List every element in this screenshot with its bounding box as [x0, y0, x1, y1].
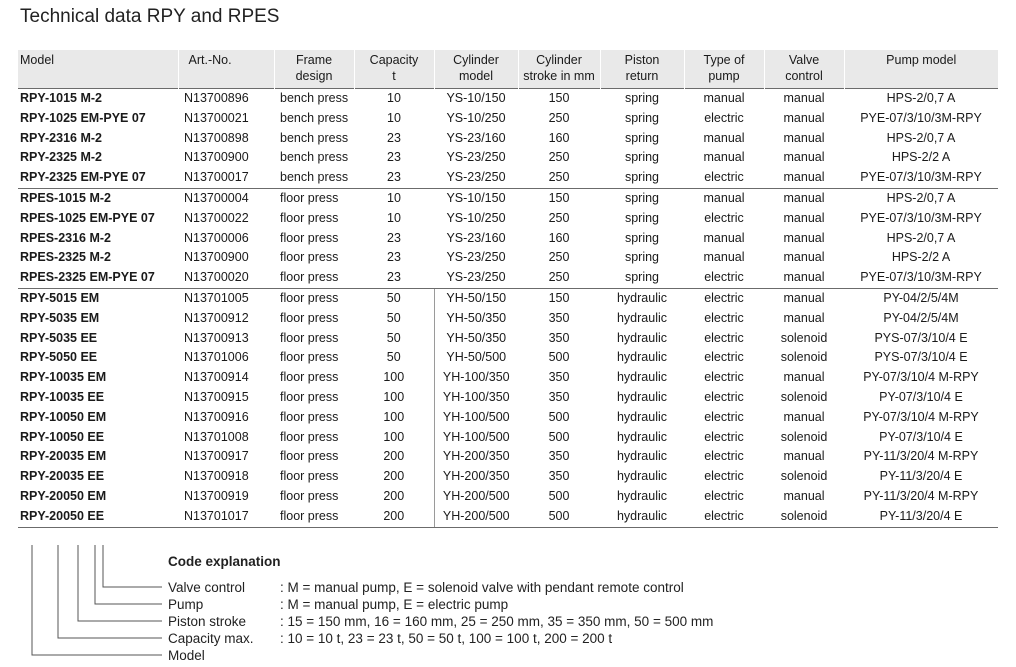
- cell-cylinder-stroke: 160: [548, 130, 570, 145]
- cell-pump-type: manual: [703, 150, 745, 165]
- cell-cylinder-stroke: 350: [548, 389, 570, 404]
- cell-frame-design: floor press: [280, 330, 339, 345]
- cell-frame-design: floor press: [274, 288, 354, 308]
- connector-pump: [95, 545, 162, 604]
- cell-frame-design: floor press: [280, 449, 339, 464]
- cell-cylinder-model: YH-200/350: [434, 467, 518, 487]
- cell-frame-design: floor press: [280, 270, 339, 285]
- cell-piston-return: hydraulic: [616, 429, 668, 444]
- cell-pump-model: PY-04/2/5/4M: [883, 310, 959, 325]
- cell-valve-control: manual: [783, 370, 825, 385]
- table-body: [18, 89, 998, 528]
- cell-frame-design: floor press: [280, 350, 339, 365]
- column-header: Capacity t: [354, 50, 434, 89]
- column-header: Pump model: [844, 50, 998, 89]
- table-row: [18, 467, 998, 487]
- cell-cylinder-model: YS-10/150: [434, 89, 518, 109]
- column-header: Cylinder model: [434, 50, 518, 89]
- cell-piston-return: hydraulic: [616, 350, 668, 365]
- cell-capacity: 10: [354, 89, 434, 109]
- cell-cylinder-model: YS-23/250: [446, 250, 506, 265]
- cell-valve-control: manual: [783, 230, 825, 245]
- cell-piston-return: hydraulic: [616, 389, 668, 404]
- cell-cylinder-model: YS-10/250: [446, 210, 506, 225]
- cell-pump-model: PY-11/3/20/4 E: [879, 469, 963, 484]
- cell-valve-control: manual: [764, 288, 844, 308]
- connector-capacity: [58, 545, 162, 638]
- cell-model: RPES-1015 M-2: [18, 188, 178, 208]
- cell-art-no: N13700004: [178, 188, 274, 208]
- cell-pump-model: HPS-2/2 A: [891, 150, 951, 165]
- cell-piston-return: hydraulic: [616, 469, 668, 484]
- cell-piston-return: hydraulic: [616, 310, 668, 325]
- cell-cylinder-stroke: 250: [548, 270, 570, 285]
- cell-pump-type: electric: [704, 310, 744, 325]
- cell-pump-model: PY-11/3/20/4 E: [844, 507, 998, 527]
- cell-model: RPY-2325 EM-PYE 07: [20, 170, 146, 185]
- cell-pump-model: PY-11/3/20/4 M-RPY: [863, 449, 979, 464]
- cell-art-no: N13700896: [178, 89, 274, 109]
- cell-cylinder-stroke: 150: [518, 188, 600, 208]
- cell-cylinder-model: YH-50/350: [434, 329, 518, 349]
- cell-pump-type: manual: [703, 230, 745, 245]
- cell-frame-design: floor press: [274, 188, 354, 208]
- cell-capacity: 200: [383, 469, 405, 484]
- cell-frame-design: floor press: [274, 507, 354, 527]
- cell-valve-control: manual: [783, 449, 825, 464]
- cell-capacity: 10: [387, 210, 401, 225]
- cell-pump-model: PYE-07/3/10/3M-RPY: [860, 170, 982, 185]
- cell-frame-design: floor press: [280, 230, 339, 245]
- cell-cylinder-stroke: 500: [548, 409, 570, 424]
- cell-frame-design: floor press: [280, 250, 339, 265]
- cell-cylinder-model: YS-23/250: [446, 170, 506, 185]
- table-row: [18, 408, 998, 428]
- cell-piston-return: spring: [624, 130, 660, 145]
- cell-model: RPY-20035 EM: [20, 449, 107, 464]
- cell-cylinder-model: YH-100/500: [434, 428, 518, 448]
- cell-piston-return: hydraulic: [600, 288, 684, 308]
- cell-model: RPY-20035 EE: [20, 469, 105, 484]
- cell-cylinder-model: YH-50/500: [434, 348, 518, 368]
- cell-piston-return: spring: [600, 89, 684, 109]
- cell-cylinder-stroke: 150: [518, 89, 600, 109]
- cell-pump-model: PY-04/2/5/4M: [844, 288, 998, 308]
- cell-cylinder-stroke: 350: [548, 310, 570, 325]
- cell-valve-control: manual: [783, 270, 825, 285]
- cell-art-no: N13700916: [184, 409, 249, 424]
- cell-piston-return: hydraulic: [616, 488, 668, 503]
- column-header: Cylinder stroke in mm: [518, 50, 600, 89]
- cell-valve-control: manual: [764, 188, 844, 208]
- cell-frame-design: floor press: [280, 469, 339, 484]
- cell-frame-design: floor press: [280, 429, 339, 444]
- cell-capacity: 23: [387, 230, 401, 245]
- cell-pump-type: manual: [703, 130, 745, 145]
- cell-pump-model: HPS-2/0,7 A: [844, 188, 998, 208]
- cell-cylinder-stroke: 250: [548, 210, 570, 225]
- cell-model: RPY-1025 EM-PYE 07: [20, 110, 146, 125]
- cell-cylinder-model: YH-50/150: [434, 288, 518, 308]
- cell-cylinder-stroke: 250: [548, 150, 570, 165]
- cell-pump-type: electric: [704, 210, 744, 225]
- cell-pump-type: electric: [704, 110, 744, 125]
- cell-frame-design: bench press: [280, 110, 349, 125]
- cell-pump-model: PY-07/3/10/4 M-RPY: [863, 409, 979, 424]
- cell-cylinder-stroke: 500: [548, 488, 570, 503]
- cell-piston-return: spring: [624, 250, 660, 265]
- cell-pump-type: electric: [704, 350, 744, 365]
- cell-model: RPY-20050 EM: [20, 488, 107, 503]
- cell-pump-type: electric: [704, 170, 744, 185]
- cell-piston-return: spring: [624, 210, 660, 225]
- cell-art-no: N13700912: [184, 310, 249, 325]
- cell-art-no: N13700900: [184, 150, 249, 165]
- cell-frame-design: floor press: [280, 310, 339, 325]
- cell-cylinder-model: YH-100/350: [434, 388, 518, 408]
- cell-cylinder-model: YS-10/150: [434, 188, 518, 208]
- cell-piston-return: spring: [624, 110, 660, 125]
- cell-capacity: 50: [386, 350, 401, 365]
- cell-art-no: N13700006: [184, 230, 249, 245]
- cell-frame-design: floor press: [280, 409, 339, 424]
- cell-frame-design: floor press: [280, 210, 339, 225]
- cell-piston-return: hydraulic: [600, 507, 684, 527]
- cell-model: RPY-1015 M-2: [18, 89, 178, 109]
- cell-model: RPY-2316 M-2: [20, 130, 102, 145]
- table-row: [18, 89, 998, 109]
- cell-capacity: 200: [354, 507, 434, 527]
- cell-cylinder-model: YH-200/500: [434, 487, 518, 507]
- cell-cylinder-model: YS-23/250: [446, 150, 506, 165]
- cell-frame-design: floor press: [280, 370, 339, 385]
- cell-capacity: 200: [383, 488, 405, 503]
- cell-valve-control: manual: [783, 310, 825, 325]
- cell-art-no: N13701008: [184, 429, 249, 444]
- cell-art-no: N13700917: [184, 449, 249, 464]
- cell-valve-control: solenoid: [780, 389, 828, 404]
- cell-model: RPES-1025 EM-PYE 07: [20, 210, 155, 225]
- cell-capacity: 200: [383, 449, 405, 464]
- cell-cylinder-stroke: 250: [548, 250, 570, 265]
- cell-pump-model: HPS-2/2 A: [891, 250, 951, 265]
- cell-piston-return: hydraulic: [616, 330, 668, 345]
- cell-model: RPY-10035 EE: [20, 389, 105, 404]
- cell-frame-design: floor press: [280, 389, 339, 404]
- cell-pump-model: PYE-07/3/10/3M-RPY: [860, 110, 982, 125]
- cell-model: RPY-5035 EM: [20, 310, 100, 325]
- cell-art-no: N13700022: [184, 210, 249, 225]
- page-title: Technical data RPY and RPES: [20, 6, 280, 27]
- code-item-model: Model: [168, 648, 205, 663]
- cell-pump-type: electric: [704, 330, 744, 345]
- cell-cylinder-stroke: 160: [548, 230, 570, 245]
- cell-art-no: N13700020: [184, 270, 249, 285]
- table-row: [18, 129, 998, 149]
- table-row: [18, 348, 998, 368]
- table-row: [18, 168, 998, 188]
- cell-piston-return: hydraulic: [616, 370, 668, 385]
- table-row: [18, 447, 998, 467]
- cell-capacity: 100: [383, 409, 405, 424]
- cell-art-no: N13701006: [184, 350, 249, 365]
- cell-cylinder-stroke: 350: [548, 370, 570, 385]
- cell-valve-control: manual: [783, 130, 825, 145]
- cell-model: RPY-10050 EM: [20, 409, 107, 424]
- cell-pump-type: electric: [704, 449, 744, 464]
- cell-pump-model: HPS-2/0,7 A: [844, 89, 998, 109]
- cell-model: RPES-2325 M-2: [20, 250, 112, 265]
- cell-art-no: N13700919: [184, 488, 249, 503]
- cell-cylinder-model: YH-100/500: [434, 408, 518, 428]
- cell-cylinder-stroke: 500: [548, 350, 570, 365]
- cell-cylinder-stroke: 350: [548, 330, 570, 345]
- cell-pump-type: electric: [704, 389, 744, 404]
- cell-cylinder-stroke: 250: [548, 110, 570, 125]
- column-header: Model: [18, 50, 178, 89]
- cell-art-no: N13700913: [184, 330, 249, 345]
- cell-art-no: N13701017: [178, 507, 274, 527]
- table-row: [18, 268, 998, 288]
- cell-pump-model: PY-07/3/10/4 E: [879, 389, 963, 404]
- cell-art-no: N13700915: [184, 389, 249, 404]
- cell-pump-type: electric: [704, 370, 744, 385]
- cell-frame-design: bench press: [280, 150, 349, 165]
- table-row: [18, 148, 998, 168]
- cell-capacity: 50: [386, 310, 401, 325]
- cell-piston-return: spring: [624, 150, 660, 165]
- table-row: [18, 188, 998, 208]
- cell-valve-control: manual: [783, 250, 825, 265]
- cell-model: RPY-5035 EE: [20, 330, 98, 345]
- cell-model: RPY-10035 EM: [20, 370, 107, 385]
- cell-pump-type: electric: [684, 288, 764, 308]
- cell-model: RPES-2325 EM-PYE 07: [20, 270, 155, 285]
- cell-capacity: 23: [387, 170, 401, 185]
- cell-piston-return: hydraulic: [616, 449, 668, 464]
- code-item-pump: Pump : M = manual pump, E = electric pump: [168, 597, 509, 612]
- cell-valve-control: solenoid: [780, 429, 828, 444]
- cell-pump-model: PYE-07/3/10/3M-RPY: [860, 210, 982, 225]
- code-item-valve-control: Valve control : M = manual pump, E = solenoid valve with pendant remote control: [168, 580, 684, 595]
- cell-valve-control: manual: [783, 488, 825, 503]
- cell-cylinder-model: YS-23/250: [446, 270, 506, 285]
- cell-model: RPY-10050 EE: [20, 429, 105, 444]
- cell-piston-return: spring: [624, 170, 660, 185]
- column-header: Piston return: [600, 50, 684, 89]
- cell-model: RPY-20050 EE: [18, 507, 178, 527]
- cell-pump-type: manual: [684, 188, 764, 208]
- cell-pump-type: electric: [704, 488, 744, 503]
- cell-valve-control: solenoid: [780, 469, 828, 484]
- cell-capacity: 10: [354, 188, 434, 208]
- table-row: [18, 388, 998, 408]
- cell-capacity: 23: [387, 130, 401, 145]
- cell-cylinder-stroke: 350: [548, 449, 570, 464]
- cell-cylinder-stroke: 500: [518, 507, 600, 527]
- cell-pump-type: manual: [684, 89, 764, 109]
- table-row: [18, 309, 998, 329]
- cell-piston-return: spring: [624, 270, 660, 285]
- cell-art-no: N13700914: [184, 370, 249, 385]
- cell-pump-model: PY-11/3/20/4 M-RPY: [863, 488, 979, 503]
- cell-cylinder-model: YS-23/160: [446, 130, 506, 145]
- table-row: [18, 368, 998, 388]
- column-header: Art.-No.: [178, 50, 274, 89]
- cell-frame-design: bench press: [280, 130, 349, 145]
- cell-model: RPY-5015 EM: [18, 288, 178, 308]
- cell-valve-control: manual: [783, 210, 825, 225]
- table-row: [18, 487, 998, 507]
- cell-capacity: 50: [386, 330, 401, 345]
- cell-pump-type: manual: [703, 250, 745, 265]
- cell-pump-model: PYS-07/3/10/4 E: [874, 350, 968, 365]
- cell-capacity: 100: [383, 429, 405, 444]
- cell-piston-return: hydraulic: [616, 409, 668, 424]
- cell-art-no: N13700900: [184, 250, 249, 265]
- cell-cylinder-stroke: 350: [548, 469, 570, 484]
- cell-valve-control: solenoid: [764, 507, 844, 527]
- cell-cylinder-model: YH-100/350: [434, 368, 518, 388]
- cell-pump-model: PYE-07/3/10/3M-RPY: [860, 270, 982, 285]
- table-row: [18, 428, 998, 448]
- cell-capacity: 23: [387, 270, 401, 285]
- cell-cylinder-model: YS-10/250: [446, 110, 506, 125]
- cell-valve-control: manual: [783, 110, 825, 125]
- cell-model: RPY-2325 M-2: [20, 150, 102, 165]
- column-header: Type of pump: [684, 50, 764, 89]
- cell-cylinder-model: YH-50/350: [434, 309, 518, 329]
- cell-art-no: N13700017: [184, 170, 249, 185]
- cell-valve-control: manual: [783, 409, 825, 424]
- cell-valve-control: solenoid: [780, 350, 828, 365]
- cell-pump-type: electric: [704, 469, 744, 484]
- table-row: [18, 507, 998, 527]
- cell-model: RPY-5050 EE: [20, 350, 98, 365]
- column-header: Frame design: [274, 50, 354, 89]
- cell-cylinder-model: YH-200/350: [434, 447, 518, 467]
- table-header-row: [18, 50, 998, 89]
- cell-capacity: 50: [354, 288, 434, 308]
- table-row: [18, 248, 998, 268]
- cell-pump-type: electric: [704, 429, 744, 444]
- code-explanation-title: Code explanation: [168, 554, 281, 569]
- connector-piston-stroke: [78, 545, 162, 621]
- table-row: [18, 329, 998, 349]
- table-row: [18, 288, 998, 308]
- cell-pump-model: PY-07/3/10/4 M-RPY: [863, 370, 979, 385]
- cell-capacity: 100: [383, 389, 405, 404]
- cell-piston-return: spring: [624, 230, 660, 245]
- cell-valve-control: manual: [783, 150, 825, 165]
- cell-cylinder-model: YH-200/500: [434, 507, 518, 527]
- cell-cylinder-model: YS-23/160: [446, 230, 506, 245]
- cell-valve-control: manual: [783, 170, 825, 185]
- cell-art-no: N13701005: [178, 288, 274, 308]
- cell-art-no: N13700021: [184, 110, 249, 125]
- cell-pump-model: PY-07/3/10/4 E: [879, 429, 963, 444]
- cell-pump-model: HPS-2/0,7 A: [886, 130, 956, 145]
- cell-valve-control: manual: [764, 89, 844, 109]
- cell-capacity: 100: [383, 370, 405, 385]
- table-row: [18, 109, 998, 129]
- cell-pump-type: electric: [704, 270, 744, 285]
- cell-capacity: 23: [387, 250, 401, 265]
- cell-capacity: 10: [387, 110, 401, 125]
- cell-valve-control: solenoid: [780, 330, 828, 345]
- connector-valve-control: [103, 545, 162, 587]
- cell-pump-type: electric: [684, 507, 764, 527]
- table-row: [18, 209, 998, 229]
- cell-capacity: 23: [387, 150, 401, 165]
- cell-pump-type: electric: [704, 409, 744, 424]
- cell-pump-model: HPS-2/0,7 A: [886, 230, 956, 245]
- cell-art-no: N13700898: [184, 130, 249, 145]
- cell-cylinder-stroke: 500: [548, 429, 570, 444]
- table-row: [18, 229, 998, 249]
- cell-pump-model: PYS-07/3/10/4 E: [874, 330, 968, 345]
- cell-model: RPES-2316 M-2: [20, 230, 112, 245]
- cell-cylinder-stroke: 150: [518, 288, 600, 308]
- code-item-piston-stroke: Piston stroke : 15 = 150 mm, 16 = 160 mm, 25 = 250 mm, 35 = 350 mm, 50 = 500 mm: [168, 614, 714, 629]
- cell-art-no: N13700918: [184, 469, 249, 484]
- cell-frame-design: floor press: [280, 488, 339, 503]
- technical-data-table: [18, 50, 998, 528]
- cell-frame-design: bench press: [280, 170, 349, 185]
- cell-frame-design: bench press: [274, 89, 354, 109]
- column-header: Valve control: [764, 50, 844, 89]
- cell-piston-return: spring: [600, 188, 684, 208]
- code-item-capacity: Capacity max. : 10 = 10 t, 23 = 23 t, 50 = 50 t, 100 = 100 t, 200 = 200 t: [168, 631, 613, 646]
- cell-cylinder-stroke: 250: [548, 170, 570, 185]
